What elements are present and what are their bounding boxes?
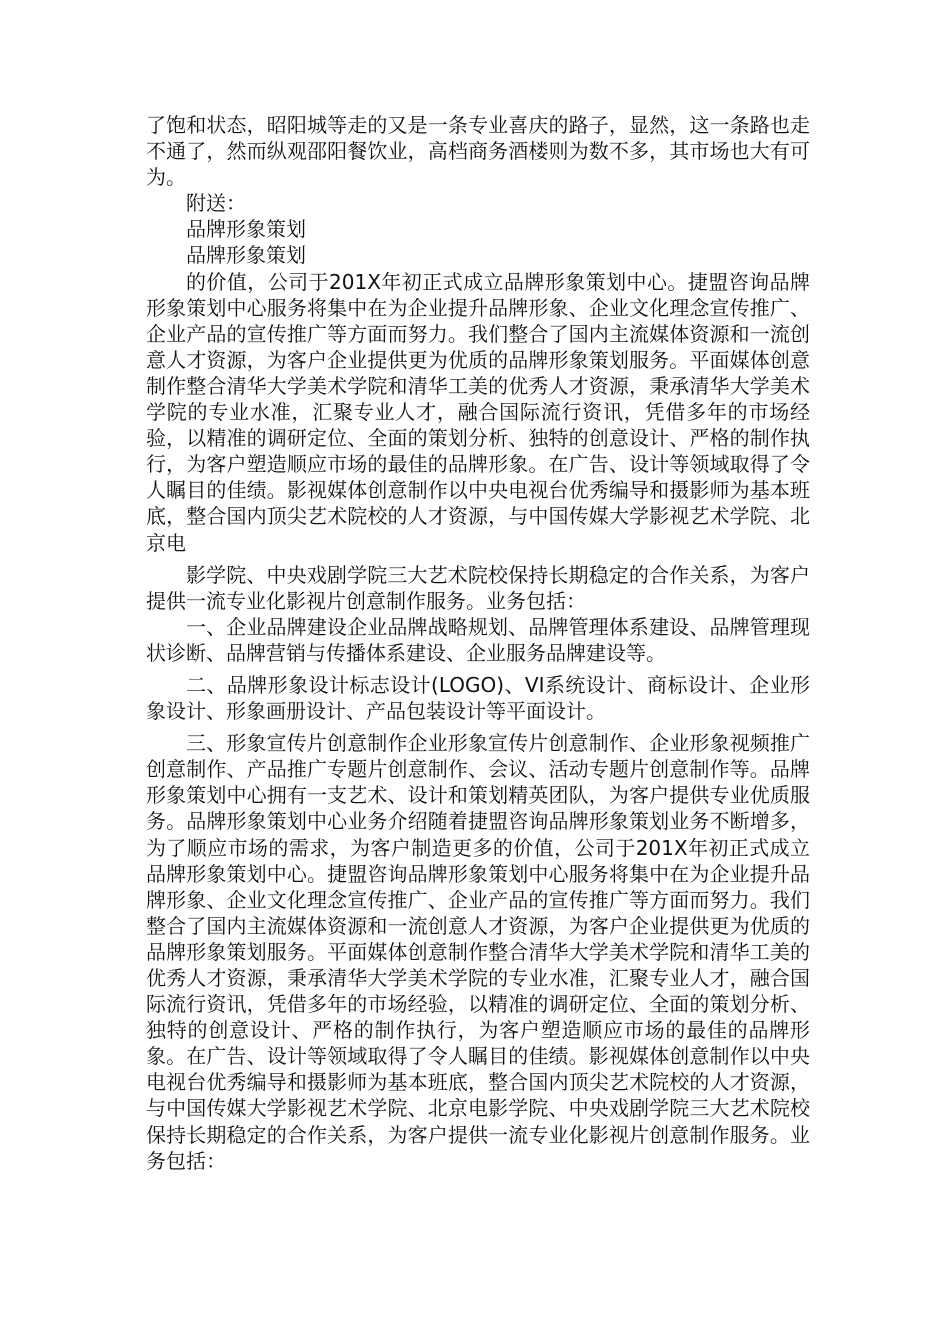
paragraph-body: 的价值，公司于201X年初正式成立品牌形象策划中心。捷盟咨询品牌形象策划中心服务将集中在为企业提升品牌形象、企业文化理念宣传推广、企业产品的宣传推广等方面而努力。我们整合了国内主流媒体资源和一流创意人才资源，为客户企业提供更为优质的品牌形象策划服务。平面媒体创意制作整合清华大学美术学院和清华工美的优秀人才资源，秉承清华大学美术学院的专业水准，汇聚专业人才，融合国际流行资讯，凭借多年的市场经验，以精准的调研定位、全面的策划分析、独特的创意设计、严格的制作执行，为客户塑造顺应市场的最佳的品牌形象。在广告、设计等领域取得了令人瞩目的佳绩。影视媒体创意制作以中央电视台优秀编导和摄影师为基本班底，整合国内顶尖艺术院校的人才资源，与中国传媒大学影视艺术学院、北京电 (146, 269, 810, 555)
document-page (146, 112, 810, 1174)
paragraph-appendix-label: 附送： (186, 191, 246, 216)
paragraph-item-2: 二、品牌形象设计标志设计(LOGO)、VI系统设计、商标设计、企业形象设计、形象画册设计、产品包装设计等平面设计。 (146, 672, 810, 724)
paragraph-heading: 品牌形象策划 (186, 243, 306, 268)
paragraph-item-3: 三、形象宣传片创意制作企业形象宣传片创意制作、企业形象视频推广创意制作、产品推广专题片创意制作、会议、活动专题片创意制作等。品牌形象策划中心拥有一支艺术、设计和策划精英团队，为客户提供专业优质服务。品牌形象策划中心业务介绍随着捷盟咨询品牌形象策划业务不断增多，为了顺应市场的需求，为客户制造更多的价值，公司于201X年初正式成立品牌形象策划中心。捷盟咨询品牌形象策划中心服务将集中在为企业提升品牌形象、企业文化理念宣传推广、企业产品的宣传推广等方面而努力。我们整合了国内主流媒体资源和一流创意人才资源，为客户企业提供更为优质的品牌形象策划服务。平面媒体创意制作整合清华大学美术学院和清华工美的优秀人才资源，秉承清华大学美术学院的专业水准，汇聚专业人才，融合国际流行资讯，凭借多年的市场经验，以精准的调研定位、全面的策划分析、独特的创意设计、严格的制作执行，为客户塑造顺应市场的最佳的品牌形象。在广告、设计等领域取得了令人瞩目的佳绩。影视媒体创意制作以中央电视台优秀编导和摄影师为基本班底，整合国内顶尖艺术院校的人才资源，与中国传媒大学影视艺术学院、北京电影学院、中央戏剧学院三大艺术院校保持长期稳定的合作关系，为客户提供一流专业化影视片创意制作服务。业务包括： (146, 731, 810, 1173)
paragraph-heading: 品牌形象策划 (186, 217, 306, 242)
paragraph-item-1: 一、企业品牌建设企业品牌战略规划、品牌管理体系建设、品牌管理现状诊断、品牌营销与传播体系建设、企业服务品牌建设等。 (146, 614, 810, 665)
paragraph-body: 影学院、中央戏剧学院三大艺术院校保持长期稳定的合作关系，为客户提供一流专业化影视片创意制作服务。业务包括： (146, 562, 810, 613)
paragraph-intro: 了饱和状态，昭阳城等走的又是一条专业喜庆的路子，显然，这一条路也走不通了，然而纵观邵阳餐饮业，高档商务酒楼则为数不多，其市场也大有可为。 (146, 113, 810, 190)
